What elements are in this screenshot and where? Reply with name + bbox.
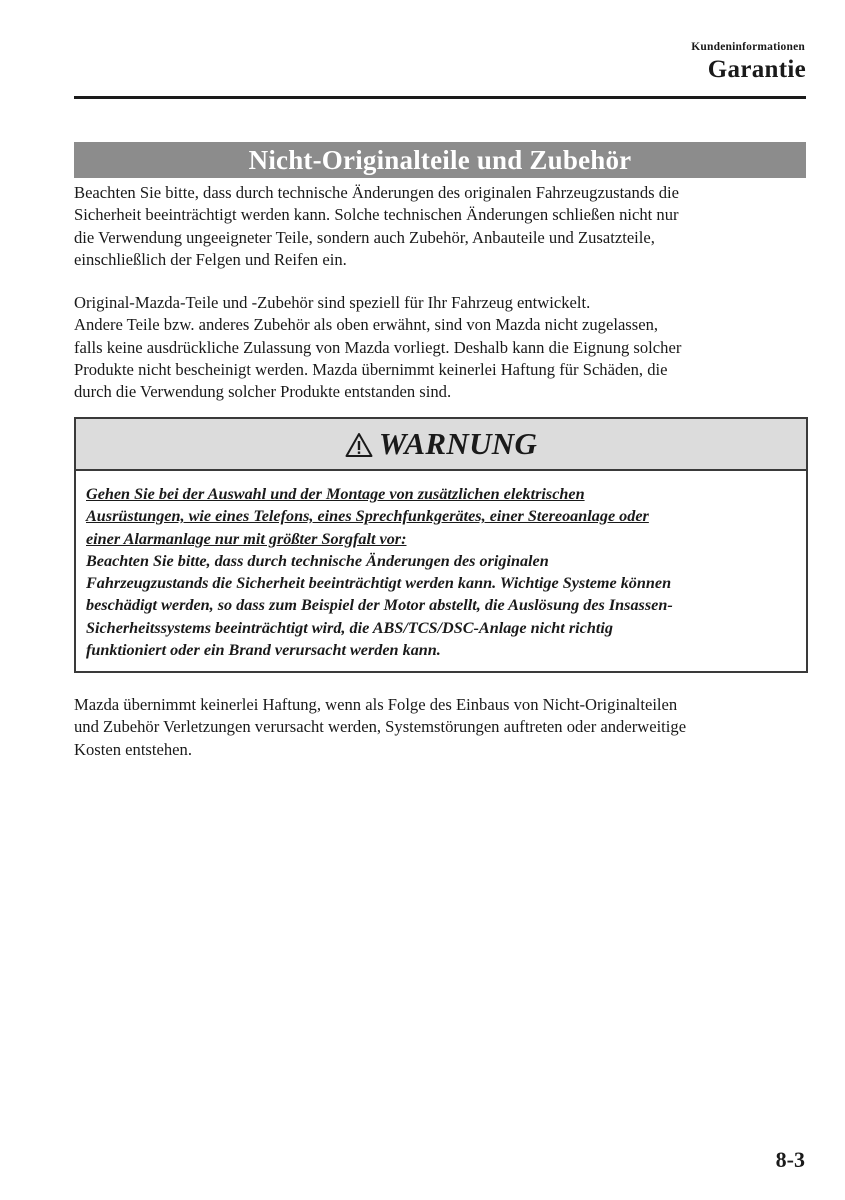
paragraph-line: Kosten entstehen. bbox=[74, 739, 192, 759]
warning-line: funktioniert oder ein Brand verursacht werden kann. bbox=[86, 641, 441, 660]
section-heading: Nicht-Originalteile und Zubehör bbox=[74, 142, 806, 178]
warning-title: WARNUNG bbox=[378, 426, 538, 461]
paragraph-line: die Verwendung ungeeigneter Teile, sondern auch Zubehör, Anbauteile und Zusatzteile, bbox=[74, 227, 655, 247]
paragraph-line: Produkte nicht bescheinigt werden. Mazda übernimmt keinerlei Haftung für Schäden, die bbox=[74, 359, 668, 379]
header-category: Kundeninformationen bbox=[691, 41, 805, 53]
warning-line: Beachten Sie bitte, dass durch technische Änderungen des originalen bbox=[86, 551, 549, 570]
warning-line: Gehen Sie bei der Auswahl und der Montage von zusätzlichen elektrischen bbox=[86, 485, 585, 503]
paragraph-line: durch die Verwendung solcher Produkte entstanden sind. bbox=[74, 382, 452, 402]
page-number: 8-3 bbox=[775, 1147, 805, 1172]
warning-line: beschädigt werden, so dass zum Beispiel der Motor abstellt, die Auslösung des Insassen- bbox=[86, 596, 673, 615]
warning-text bbox=[86, 483, 802, 661]
paragraph-line: Beachten Sie bitte, dass durch technische Änderungen des originalen Fahrzeugzustands die bbox=[74, 183, 680, 202]
paragraph-liability bbox=[74, 694, 814, 761]
warning-line: Sicherheitssystems beeinträchtigt wird, die ABS/TCS/DSC-Anlage nicht richtig bbox=[86, 618, 613, 637]
page-title: Garantie bbox=[707, 56, 806, 83]
paragraph-line: Sicherheit beeinträchtigt werden kann. Solche technischen Änderungen schließen nicht nur bbox=[74, 205, 679, 225]
warning-box bbox=[74, 417, 808, 673]
paragraph-line: Andere Teile bzw. anderes Zubehör als oben erwähnt, sind von Mazda nicht zugelassen, bbox=[74, 315, 659, 335]
header-divider bbox=[74, 96, 806, 99]
paragraph-line: Original-Mazda-Teile und -Zubehör sind speziell für Ihr Fahrzeug entwickelt. bbox=[74, 293, 591, 312]
paragraph-line: falls keine ausdrückliche Zulassung von Mazda vorliegt. Deshalb kann die Eignung solcher bbox=[74, 337, 682, 357]
warning-header bbox=[76, 419, 806, 471]
paragraph-intro bbox=[74, 182, 814, 271]
paragraph-line: und Zubehör Verletzungen verursacht werden, Systemstörungen auftreten oder anderweitige bbox=[74, 717, 687, 737]
warning-triangle-icon bbox=[345, 432, 373, 458]
warning-line: Ausrüstungen, wie eines Telefons, eines Sprechfunkgerätes, einer Stereoanlage oder bbox=[86, 507, 649, 526]
paragraph-original-parts bbox=[74, 292, 814, 403]
paragraph-line: Mazda übernimmt keinerlei Haftung, wenn als Folge des Einbaus von Nicht-Originalteilen bbox=[74, 695, 678, 714]
warning-line: Fahrzeugzustands die Sicherheit beeinträchtigt werden kann. Wichtige Systeme können bbox=[86, 574, 672, 593]
paragraph-line: einschließlich der Felgen und Reifen ein. bbox=[74, 249, 347, 269]
warning-line: einer Alarmanlage nur mit größter Sorgfalt vor: bbox=[86, 529, 407, 548]
